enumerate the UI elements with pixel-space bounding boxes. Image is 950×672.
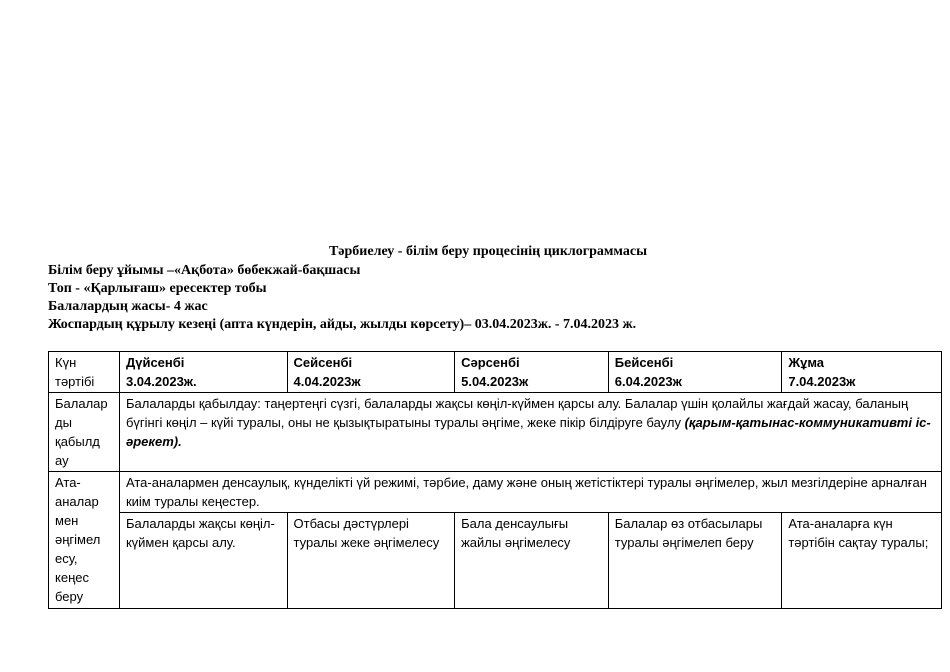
parents-general-cell: Ата-аналармен денсаулық, күнделікті үй режимі, тәрбие, даму және оның жетістіктері туралы әңгімелер, жыл мезгілдеріне арналған киім туралы кеңестер. xyxy=(119,472,941,513)
reception-emphasis: (қарым-қатынас-коммуникативті іс-әрекет). xyxy=(125,415,931,449)
parents-cell-tuesday: Отбасы дәстүрлері туралы жеке әңгімелесу xyxy=(287,513,455,609)
document-header xyxy=(48,243,928,334)
reception-text: Балаларды қабылдау: таңертеңгі сүзгі, балаларды жақсы көңіл-күймен қарсы алу. Балалар үшін қолайлы жағдай жасау, баланың бүгінгі көңіл – күйі туралы, оны не қызықтыратыны туралы әңгіме, жеке пікір білдіруге баулу xyxy=(125,396,909,430)
header-wednesday: Сәрсенбі 5.04.2023ж xyxy=(455,352,609,393)
parents-cell-monday: Балаларды жақсы көңіл- күймен қарсы алу. xyxy=(119,513,287,609)
table-row xyxy=(49,472,942,513)
parents-cell-wednesday: Бала денсаулығы жайлы әңгімелесу xyxy=(455,513,609,609)
document-title: Тәрбиелеу - білім беру процесінің циклограммасы xyxy=(328,244,648,259)
header-tuesday: Сейсенбі 4.04.2023ж xyxy=(287,352,455,393)
table-header-row xyxy=(49,352,942,393)
header-friday: Жұма 7.04.2023ж xyxy=(782,352,942,393)
period-line: Жоспардың құрылу кезеңі (апта күндерін, айды, жылды көрсету)– 03.04.2023ж. - 7.04.2023 ж. xyxy=(48,317,637,332)
schedule-table xyxy=(48,351,942,609)
table-row xyxy=(49,513,942,609)
parents-cell-thursday: Балалар өз отбасылары туралы әңгімелеп беру xyxy=(608,513,782,609)
parents-cell-friday: Ата-аналарға күн тәртібін сақтау туралы; xyxy=(782,513,942,609)
header-day-schedule: Күн тәртібі xyxy=(49,352,120,393)
reception-cell xyxy=(119,393,941,472)
group-line: Топ - «Қарлығаш» ересектер тобы xyxy=(48,281,267,296)
header-thursday: Бейсенбі 6.04.2023ж xyxy=(608,352,782,393)
row-label-parents: Ата-аналар мен әңгімел есу, кеңес беру xyxy=(49,472,120,609)
header-monday: Дүйсенбі 3.04.2023ж. xyxy=(119,352,287,393)
table-row xyxy=(49,393,942,472)
age-line: Балалардың жасы- 4 жас xyxy=(48,299,208,314)
organization-line: Білім беру ұйымы –«Ақбота» бөбекжай-бақшасы xyxy=(48,263,361,278)
row-label-reception: Балалар ды қабылд ау xyxy=(49,393,120,472)
